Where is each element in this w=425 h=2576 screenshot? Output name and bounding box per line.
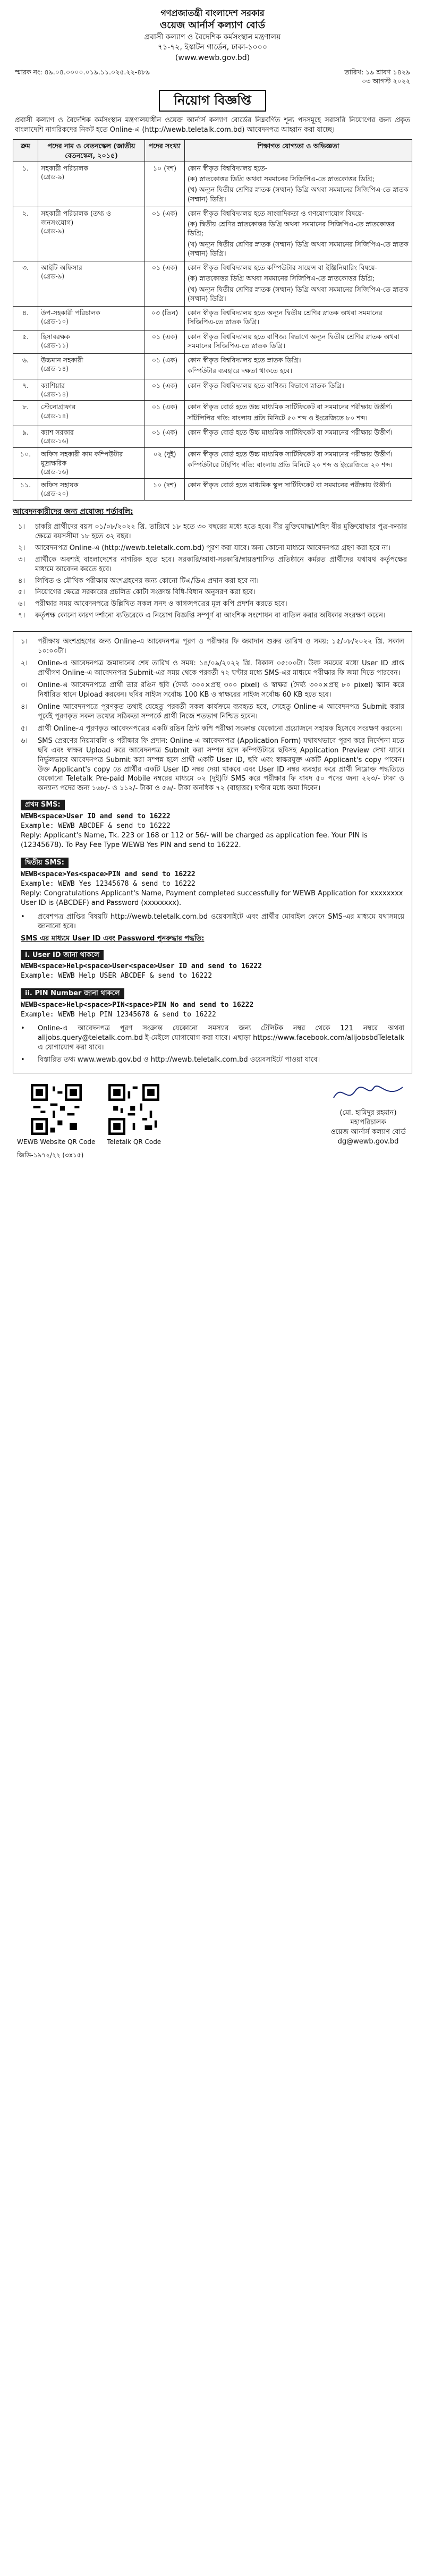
recovery-label: ii. PIN Number জানা থাকলে — [21, 988, 124, 999]
step-number: ৩। — [21, 681, 28, 690]
conditions-title: আবেদনকারীদের জন্য প্রযোজ্য শর্তাবলি: — [13, 507, 133, 516]
sms-example: Example: WEWB ABCDEF & send to 16222 — [21, 822, 171, 831]
post-grade: (গ্রেড-১৪) — [41, 365, 69, 373]
post-name: উচ্চমান সহকারী — [41, 356, 83, 365]
condition-number: ১। — [18, 522, 26, 531]
recovery-command: WEWB<space>Help<space>PIN<space>PIN No and send to 16222 — [21, 1001, 254, 1010]
apply-step — [21, 659, 404, 678]
post-name: ক্যাশিয়ার — [41, 381, 65, 389]
qualification-line: (ক) স্নাতকোত্তর ডিগ্রি অথবা সমমানের সিজিপিএ-তে স্নাতকোত্তর ডিগ্রি; — [188, 175, 375, 183]
table-row — [13, 261, 412, 307]
row-serial: ১০. — [13, 447, 38, 478]
qr-code-image[interactable] — [31, 1084, 82, 1135]
post-grade: (গ্রেড-৯) — [41, 173, 65, 181]
post-grade: (গ্রেড-৯) — [41, 273, 65, 281]
qualification-line: কোন স্বীকৃত বোর্ড হতে মাধ্যমিক স্কুল সার্টিফিকেট বা সমমানের পরীক্ষায় উত্তীর্ণ। — [188, 480, 392, 489]
row-qualification — [185, 379, 412, 401]
recovery-example: Example: WEWB Help USER ABCDEF & send to 16222 — [21, 972, 212, 980]
row-count: ১০ (দশ) — [145, 478, 185, 500]
board-name: ওয়েজ আর্নার্স কল্যাণ বোর্ড — [160, 20, 265, 31]
row-post — [38, 426, 145, 447]
step-text: SMS প্রেরণের নিয়মাবলি ও পরীক্ষার ফি প্রদান: Online-এ আবেদনপত্র (Application Form) যথাযথভাবে পূরণ করে নির্দেশনা মতে ছবি এবং স্বাক্ষর Upload করে আবেদনপত্র Submit করা সম্পন্ন হলে কম্পিউটারে ছবিসহ Application Preview দেখা যাবে। নির্ভুলভাবে আবেদনপত্র Submit করা সম্পন্ন হলে প্রার্থী একটি User ID, ছবি এবং স্বাক্ষরযুক্ত একটি Applicant's copy পাবেন। উক্ত Applicant's copy তে প্রার্থীর একটি User ID নম্বর দেয়া থাকবে এবং User ID নম্বর ব্যবহার করে প্রার্থী নিম্নোক্ত পদ্ধতিতে যেকোনো Teletalk Pre-paid Mobile নম্বরের মাধ্যমে ০২ (দুই)টি SMS করে পরীক্ষার ফি বাবদ ৫০ পদের জন্য ২২৩/- টাকা ও অন্যান্য পদের জন্য ১৬৮/- ও ১১২/- টাকা ও ৫৬/- টাকা অনধিক ৭২ (বাহাত্তর) ঘণ্টার মধ্যে জমা দিবেন। — [38, 736, 404, 793]
row-post — [38, 447, 145, 478]
step-number: ১। — [21, 638, 28, 646]
post-name: হিসাবরক্ষক — [41, 332, 70, 341]
post-grade: (গ্রেড-১৬) — [41, 437, 69, 445]
after-sms-note: • প্রবেশপত্র প্রাপ্তির বিষয়টি http://wewb.teletalk.com.bd ওয়েবসাইটে এবং প্রার্থীর মোবাইল ফোনে SMS-এর মাধ্যমে যথাসময়ে জানানো হবে। — [21, 912, 404, 930]
recovery-label: i. User ID জানা থাকলে — [21, 950, 104, 961]
apply-step — [21, 724, 404, 734]
sms-command: WEWB<space>User ID and send to 16222 — [21, 812, 171, 821]
qualification-line: কম্পিউটার ব্যবহারে দক্ষতা থাকতে হবে। — [188, 367, 292, 375]
condition-item — [18, 522, 407, 541]
contact-note: • Online-এ আবেদনপত্র পূরণ সংক্রান্ত যেকোনো সমস্যার জন্য টেলিটক নম্বর থেকে 121 নম্বরে অথবা alljobs.query@teletalk.com.bd ই-মেইলে যোগাযোগ করা যাবে। এছাড়া https://www.facebook.com/alljobsbdTeletalk এ যোগাযোগ করা যাবে। — [21, 1024, 405, 1052]
signer-title: মহাপরিচালক — [350, 1118, 386, 1126]
row-post — [38, 261, 145, 307]
row-serial: ১. — [13, 162, 38, 207]
row-post — [38, 330, 145, 354]
condition-number: ৭। — [18, 612, 26, 620]
row-serial: ১১. — [13, 478, 38, 500]
qualification-line: (খ) অন্যূন দ্বিতীয় শ্রেণির স্নাতক (সম্মান) ডিগ্রি অথবা সমমানের সিজিপিএ-তে স্নাতক (সম্মান) ডিগ্রি। — [188, 285, 409, 302]
row-count: ০৩ (তিন) — [145, 307, 185, 331]
table-row — [13, 447, 412, 478]
row-serial: ৯. — [13, 426, 38, 447]
ministry-name: প্রবাসী কল্যাণ ও বৈদেশিক কর্মসংস্থান মন্ত্রণালয় — [144, 32, 281, 41]
table-row — [13, 379, 412, 401]
qr-wewb — [17, 1084, 95, 1146]
condition-text: কর্তৃপক্ষ কোনো কারণ দর্শানো ব্যতিরেকে এ নিয়োগ বিজ্ঞপ্তি সম্পূর্ণ বা আংশিক সংশোধন বা বাতিল করার অধিকার সংরক্ষণ করেন। — [35, 612, 386, 620]
post-grade: (গ্রেড-১৪) — [41, 390, 69, 398]
govt-line: গণপ্রজাতন্ত্রী বাংলাদেশ সরকার — [160, 8, 265, 18]
col-serial: ক্রম — [13, 140, 38, 162]
row-qualification — [185, 401, 412, 426]
col-post: পদের নাম ও বেতনস্কেল (জাতীয় বেতনস্কেল, ২০১৫) — [38, 140, 145, 162]
table-header-row — [13, 140, 412, 162]
footer — [0, 1073, 425, 1147]
qr-wewb-label: WEWB Website QR Code — [17, 1138, 96, 1146]
condition-number: ৩। — [18, 555, 26, 564]
signer-email: dg@wewb.gov.bd — [337, 1137, 399, 1146]
condition-text: লিখিত ও মৌখিক পরীক্ষায় অংশগ্রহণের জন্য কোনো টিএ/ডিএ প্রদান করা হবে না। — [35, 577, 259, 585]
qualification-line: (ক) দ্বিতীয় শ্রেণির স্নাতকোত্তর ডিগ্রি অথবা সমমানের সিজিপিএ-তে স্নাতকোত্তর ডিগ্রি; — [188, 220, 395, 238]
step-text: Online-এ আবেদনপত্রে প্রার্থী তার রঙিন ছবি (দৈর্ঘ্য ৩০০×প্রস্থ ৩০০ pixel) ও স্বাক্ষর (দৈর্ঘ্য ৩০০×প্রস্থ ৮০ pixel) স্ক্যান করে নির্ধারিত স্থানে Upload করবেন। ছবির সাইজ সর্বোচ্চ 100 KB ও স্বাক্ষরের সাইজ সর্বোচ্চ 60 KB হতে হবে। — [38, 681, 404, 699]
row-serial: ৬. — [13, 354, 38, 379]
post-name: আইটি অফিসার — [41, 264, 82, 272]
post-grade: (গ্রেড-১১) — [41, 341, 69, 349]
intro-paragraph: প্রবাসী কল্যাণ ও বৈদেশিক কর্মসংস্থান মন্ত্রণালয়াধীন ওয়েজ আর্নার্স কল্যাণ বোর্ডের নিম্নবর্ণিত শূন্য পদসমূহে সরাসরি নিয়োগের জন্য প্রকৃত বাংলাদেশি নাগরিকদের নিকট হতে Online-এ (http://wewb.teletalk.com.bd) আবেদনপত্র আহ্বান করা যাচ্ছে। — [15, 116, 410, 134]
qualification-line: কোন স্বীকৃত বিশ্ববিদ্যালয় হতে অন্যূন দ্বিতীয় শ্রেণির স্নাতক অথবা সমমানের সিজিপিএ-তে স্নাতক ডিগ্রি। — [188, 309, 382, 326]
qualification-line: (খ) অন্যূন দ্বিতীয় শ্রেণির স্নাতক (সম্মান) ডিগ্রি অথবা সমমানের সিজিপিএ-তে স্নাতক (সম্মান) ডিগ্রি। — [188, 185, 409, 203]
table-row — [13, 426, 412, 447]
row-serial: ৪. — [13, 307, 38, 331]
title-wrap — [0, 90, 425, 112]
row-qualification — [185, 307, 412, 331]
condition-item — [18, 588, 407, 597]
condition-number: ৬। — [18, 600, 26, 608]
post-grade: (গ্রেড-১৪) — [41, 412, 69, 420]
header — [0, 0, 425, 63]
row-count: ০২ (দুই) — [145, 447, 185, 478]
post-name: সহকারী পরিচালক — [41, 164, 88, 172]
row-post — [38, 307, 145, 331]
row-count: ০১ (এক) — [145, 401, 185, 426]
post-grade: (গ্রেড-১০) — [41, 318, 69, 326]
row-qualification — [185, 426, 412, 447]
row-count: ০১ (এক) — [145, 379, 185, 401]
qualification-line: সাঁটলিপির গতি: বাংলায় প্রতি মিনিটে ৫০ শব্দ ও ইংরেজিতে ৮০ শব্দ। — [188, 413, 368, 422]
step-number: ৫। — [21, 724, 28, 733]
step-number: ৬। — [21, 736, 28, 745]
post-name: ক্যাশ সরকার — [41, 428, 74, 436]
condition-number: ২। — [18, 544, 26, 552]
row-count: ০১ (এক) — [145, 330, 185, 354]
row-post — [38, 162, 145, 207]
post-grade: (গ্রেড-২০) — [41, 489, 69, 497]
row-count: ১০ (দশ) — [145, 162, 185, 207]
row-post — [38, 354, 145, 379]
table-row — [13, 478, 412, 500]
step-number: ২। — [21, 659, 28, 668]
condition-item — [18, 577, 407, 586]
qualification-line: কোন স্বীকৃত বোর্ড হতে উচ্চ মাধ্যমিক সার্টিফিকেট বা সমমানের পরীক্ষায় উত্তীর্ণ। — [188, 450, 393, 458]
table-row — [13, 401, 412, 426]
lost-title: SMS এর মাধ্যমে User ID এবং Password পুনরুদ্ধার পদ্ধতি: — [21, 934, 205, 943]
signer-office: ওয়েজ আর্নার্স কল্যাণ বোর্ড — [330, 1128, 406, 1136]
qualification-line: কোন স্বীকৃত বোর্ড হতে উচ্চ মাধ্যমিক সার্টিফিকেট বা সমমানের পরীক্ষায় উত্তীর্ণ। — [188, 428, 393, 436]
row-qualification — [185, 330, 412, 354]
condition-text: আবেদনপত্র Online-এ (http://wewb.teletalk.com.bd) পূরণ করা যাবে। অন্য কোনো মাধ্যমে আবেদনপত্র গ্রহণ করা হবে না। — [35, 544, 390, 552]
post-name: সহকারী পরিচালক (তথ্য ও জনসংযোগ) — [41, 209, 112, 227]
qualification-line: কোন স্বীকৃত বিশ্ববিদ্যালয় হতে সাংবাদিকতা ও গণযোগাযোগ বিষয়ে- — [188, 209, 364, 217]
sms-label: প্রথম SMS: — [21, 800, 65, 810]
condition-item — [18, 599, 407, 609]
apply-step — [21, 681, 404, 700]
row-qualification — [185, 478, 412, 500]
table-row — [13, 162, 412, 207]
sms-reply: Reply: Applicant's Name, Tk. 223 or 168 or 112 or 56/- will be charged as application fee. Your PIN is (12345678). To Pay Fee Type WEWB Yes PIN and send to 16222. — [21, 832, 368, 850]
row-post — [38, 379, 145, 401]
conditions-list — [13, 519, 412, 626]
recovery-example: Example: WEWB Help PIN 12345678 & send to 16222 — [21, 1011, 216, 1019]
sms-label: দ্বিতীয় SMS: — [21, 858, 69, 868]
qr-codes — [17, 1084, 161, 1146]
website: (www.wewb.gov.bd) — [175, 53, 250, 62]
post-name: স্টেনোগ্রাফার — [41, 403, 76, 411]
row-post — [38, 401, 145, 426]
table-row — [13, 207, 412, 261]
recovery-block — [21, 947, 404, 981]
qualification-line: কোন স্বীকৃত বিশ্ববিদ্যালয় হতে কম্পিউটার সায়েন্স বা ইঞ্জিনিয়ারিং বিষয়ে- — [188, 264, 378, 272]
sms-command: WEWB<space>Yes<space>PIN and send to 16222 — [21, 870, 196, 878]
apply-steps — [21, 637, 404, 793]
post-grade: (গ্রেড-৯) — [41, 227, 65, 235]
row-serial: ৩. — [13, 261, 38, 307]
sms-block — [21, 796, 404, 850]
row-count: ০১ (এক) — [145, 354, 185, 379]
table-row — [13, 307, 412, 331]
condition-item — [18, 544, 407, 553]
condition-item — [18, 611, 407, 621]
step-text: প্রার্থী Online-এ পূরণকৃত আবেদনপত্রের একটি রঙিন প্রিন্ট কপি পরীক্ষা সংক্রান্ত যেকোনো প্রয়োজনে সহায়ক হিসেবে সংরক্ষণ করবেন। — [38, 724, 403, 733]
qualification-line: কোন স্বীকৃত বিশ্ববিদ্যালয় হতে বাণিজ্য বিভাগে অন্যূন দ্বিতীয় শ্রেণির স্নাতক অথবা সমমানের সিজিপিএ-তে স্নাতক ডিগ্রি। — [188, 332, 400, 350]
sms-example: Example: WEWB Yes 12345678 & send to 16222 — [21, 879, 196, 888]
memo-row — [0, 63, 425, 86]
apply-step — [21, 702, 404, 722]
memo-date-en: ০৩ আগস্ট ২০২২ — [362, 77, 410, 86]
sms-area — [21, 796, 404, 908]
condition-text: পরীক্ষার সময় আবেদনপত্রে উল্লিখিত সকল সনদ ও কাগজপত্রের মূল কপি প্রদর্শন করতে হবে। — [35, 600, 287, 608]
posts-table-body — [13, 162, 412, 500]
qualification-line: কোন স্বীকৃত বিশ্ববিদ্যালয় হতে বাণিজ্য বিভাগে স্নাতক ডিগ্রি। — [188, 381, 344, 389]
row-qualification — [185, 354, 412, 379]
row-count: ০১ (এক) — [145, 426, 185, 447]
row-count: ০১ (এক) — [145, 261, 185, 307]
condition-text: নিয়োগের ক্ষেত্রে সরকারের প্রচলিত কোটা সংক্রান্ত বিধি-বিধান অনুসরণ করা হবে। — [35, 588, 256, 597]
row-qualification — [185, 447, 412, 478]
signature-icon — [328, 1081, 408, 1105]
gd-reference: জিডি-১৯৭২/২২ (৩x১৫) — [17, 1151, 84, 1159]
qr-teletalk — [107, 1084, 161, 1146]
memo-number: স্মারক নং: ৪৯.০৪.০০০০.০১৯.১১.০২৫.২২-৪৮৯ — [15, 67, 150, 76]
post-name: অফিস সহকারী কাম কম্পিউটার মুদ্রাক্ষরিক — [41, 450, 123, 467]
col-count: পদের সংখ্যা — [145, 140, 185, 162]
step-number: ৪। — [21, 702, 28, 711]
posts-table — [13, 139, 412, 500]
lost-area — [21, 947, 404, 1020]
row-qualification — [185, 162, 412, 207]
sms-reply: Reply: Congratulations Applicant's Name, Payment completed successfully for WEWB Application for xxxxxxxx User ID is (ABCDEF) and Password (xxxxxxxx). — [21, 889, 403, 907]
condition-text: চাকরি প্রার্থীদের বয়স ০১/০৮/২০২২ খ্রি. তারিখে ১৮ হতে ৩০ বছরের মধ্যে হতে হবে। বীর মুক্তিযোদ্ধা/শহিদ বীর মুক্তিযোদ্ধার পুত্র-কন্যার ক্ষেত্রে বয়সসীমা ১৮ হতে ৩২ বছর। — [35, 522, 407, 540]
condition-item — [18, 555, 407, 574]
step-text: Online-এ আবেদনপত্র জমাদানের শেষ তারিখ ও সময়: ১৪/০৯/২০২২ খ্রি. বিকাল ০৫:০০টা। উক্ত সময়ের মধ্যে User ID প্রাপ্ত প্রার্থীগণ Online-এ আবেদনপত্র Submit-এর সময় থেকে পরবর্তী ৭২ ঘণ্টার মধ্যে SMS-এর মাধ্যমে পরীক্ষার ফি জমা দিতে পারবেন। — [38, 659, 404, 677]
qr-code-image[interactable] — [108, 1084, 159, 1135]
row-serial: ৭. — [13, 379, 38, 401]
table-row — [13, 330, 412, 354]
memo-date-bn: তারিখ: ১৯ শ্রাবণ ১৪২৯ — [344, 67, 410, 76]
apply-step — [21, 637, 404, 656]
sms-block — [21, 854, 404, 908]
address: ৭১-৭২, ইস্কাটন গার্ডেন, ঢাকা-১০০০ — [158, 43, 267, 52]
recovery-command: WEWB<space>Help<space>User<space>User ID and send to 16222 — [21, 962, 262, 971]
apply-step — [21, 736, 404, 794]
condition-text: প্রার্থীকে অবশ্যই বাংলাদেশের নাগরিক হতে হবে। সরকারি/আধা-সরকারি/স্বায়ত্তশাসিত প্রতিষ্ঠানে কর্মরত প্রার্থীদের যথাযথ কর্তৃপক্ষের মাধ্যমে আবেদন করতে হবে। — [35, 555, 407, 573]
qualification-line: কোন স্বীকৃত বিশ্ববিদ্যালয় হতে স্নাতক ডিগ্রি। — [188, 356, 301, 365]
col-qualification: শিক্ষাগত যোগ্যতা ও অভিজ্ঞতা — [185, 140, 412, 162]
step-text: Online আবেদনপত্রে পূরণকৃত তথ্যই যেহেতু পরবর্তী সকল কার্যক্রমে ব্যবহৃত হবে, সেহেতু Online-এ আবেদনপত্র Submit করার পূর্বেই পূরণকৃত সকল তথ্যের সঠিকতা সম্পর্কে প্রার্থী নিজে শতভাগ নিশ্চিত হবেন। — [38, 702, 404, 721]
qualification-line: কোন স্বীকৃত বোর্ড হতে উচ্চ মাধ্যমিক সার্টিফিকেট বা সমমানের পরীক্ষায় উত্তীর্ণ। — [188, 403, 393, 411]
row-post — [38, 478, 145, 500]
row-serial: ৮. — [13, 401, 38, 426]
memo-date — [344, 67, 410, 86]
row-serial: ২. — [13, 207, 38, 261]
condition-number: ৪। — [18, 577, 26, 585]
page-title: নিয়োগ বিজ্ঞপ্তি — [159, 90, 266, 112]
row-count: ০১ (এক) — [145, 207, 185, 261]
post-name: অফিস সহায়ক — [41, 480, 79, 489]
table-row — [13, 354, 412, 379]
post-name: উপ-সহকারী পরিচালক — [41, 309, 100, 317]
signer-name: (মো. হামিদুর রহমান) — [339, 1108, 397, 1117]
row-serial: ৫. — [13, 330, 38, 354]
qualification-line: (খ) অন্যূন দ্বিতীয় শ্রেণির স্নাতক (সম্মান) ডিগ্রি অথবা সমমানের সিজিপিএ-তে স্নাতক (সম্মান) ডিগ্রি। — [188, 240, 409, 257]
qualification-line: কোন স্বীকৃত বিশ্ববিদ্যালয় হতে- — [188, 164, 268, 172]
row-qualification — [185, 261, 412, 307]
row-qualification — [185, 207, 412, 261]
qualification-line: কম্পিউটারে টাইপিং গতি: বাংলায় প্রতি মিনিটে ২০ শব্দ ও ইংরেজিতে ২০ শব্দ। — [188, 460, 393, 469]
post-grade: (গ্রেড-১৬) — [41, 468, 69, 476]
recovery-block — [21, 985, 404, 1020]
condition-number: ৫। — [18, 588, 26, 597]
website-note: • বিস্তারিত তথ্য www.wewb.gov.bd ও http://wewb.teletalk.com.bd ওয়েবসাইটে পাওয়া যাবে। — [21, 1055, 320, 1064]
step-text: পরীক্ষায় অংশগ্রহণের জন্য Online-এ আবেদনপত্র পূরণ ও পরীক্ষার ফি জমাদান শুরুর তারিখ ও সময়: ১৫/০৮/২০২২ খ্রি. সকাল ১০:০০টা। — [38, 638, 404, 656]
qr-teletalk-label: Teletalk QR Code — [107, 1138, 162, 1146]
apply-box — [13, 631, 412, 1073]
signature-block — [328, 1081, 408, 1147]
qualification-line: (ক) স্নাতকোত্তর ডিগ্রি অথবা সমমানের সিজিপিএ-তে স্নাতকোত্তর ডিগ্রি; — [188, 274, 375, 283]
row-post — [38, 207, 145, 261]
